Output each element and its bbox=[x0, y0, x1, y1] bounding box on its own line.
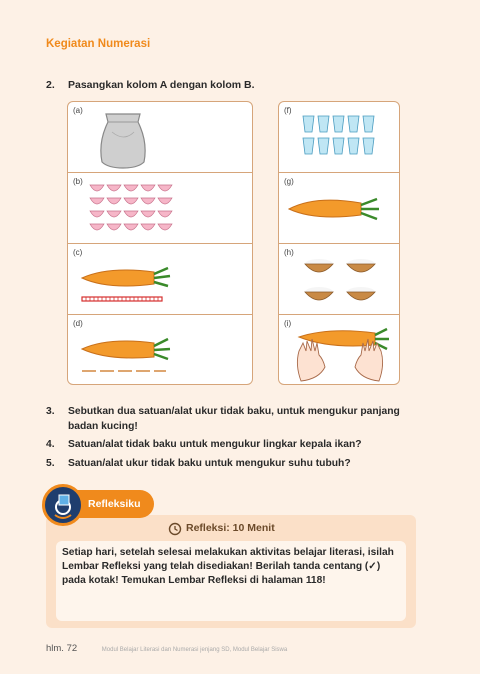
glass-icon bbox=[303, 138, 314, 154]
questions-list bbox=[46, 405, 426, 475]
rice-bowls-icon bbox=[279, 244, 400, 315]
sack-icon bbox=[68, 102, 253, 173]
bowl-icon bbox=[141, 185, 155, 191]
module-title: Modul Belajar Literasi dan Numerasi jenjang SD, Modul Belajar Siswa bbox=[101, 647, 288, 653]
bowl-icon bbox=[158, 198, 172, 204]
cell-h[interactable] bbox=[279, 244, 399, 315]
bowl-icon bbox=[124, 185, 138, 191]
question-text: Sebutkan dua satuan/alat ukur tidak baku, untuk mengukur panjang badan kucing! bbox=[68, 406, 400, 432]
question-text: Satuan/alat ukur tidak baku untuk mengukur suhu tubuh? bbox=[68, 457, 351, 469]
carrot-dashes-icon bbox=[68, 315, 253, 385]
cell-label: (a) bbox=[73, 106, 83, 115]
reflection-body: Setiap hari, setelah selesai melakukan aktivitas belajar literasi, isilah Lembar Refleksi yang telah disediakan! Berilah tanda centang (✓) pada kotak! Temukan Lembar Refleksi di halaman 118! bbox=[56, 541, 406, 621]
cell-label: (i) bbox=[284, 319, 292, 328]
bowl-icon bbox=[90, 185, 104, 191]
bowl-icon bbox=[158, 185, 172, 191]
question-5 bbox=[46, 457, 426, 472]
glass-icon bbox=[318, 138, 329, 154]
reflection-heading bbox=[168, 522, 275, 534]
banner-label: Refleksiku bbox=[88, 498, 141, 510]
bowl-icon bbox=[141, 224, 155, 230]
bowl-icon bbox=[90, 211, 104, 217]
cell-i[interactable] bbox=[279, 315, 399, 385]
question-text: Pasangkan kolom A dengan kolom B. bbox=[68, 79, 255, 91]
cell-label: (c) bbox=[73, 248, 83, 257]
bowl-icon bbox=[107, 198, 121, 204]
carrot-icon bbox=[279, 173, 400, 244]
glass-icon bbox=[333, 116, 344, 132]
cell-g[interactable] bbox=[279, 173, 399, 244]
question-number: 2. bbox=[46, 79, 55, 91]
question-3 bbox=[46, 405, 426, 434]
cell-label: (h) bbox=[284, 248, 294, 257]
cell-a[interactable] bbox=[68, 102, 252, 173]
column-b bbox=[278, 101, 400, 385]
reflection-icon bbox=[42, 484, 84, 526]
footer bbox=[46, 643, 287, 654]
question-4 bbox=[46, 438, 426, 453]
question-number: 4. bbox=[46, 439, 55, 450]
glass-icon bbox=[333, 138, 344, 154]
carrot-hands-icon bbox=[279, 315, 400, 385]
clock-icon bbox=[168, 522, 182, 536]
bowl-icon bbox=[124, 224, 138, 230]
column-a bbox=[67, 101, 253, 385]
question-number: 5. bbox=[46, 457, 55, 469]
bowl-icon bbox=[141, 211, 155, 217]
cell-label: (g) bbox=[284, 177, 294, 186]
question-2 bbox=[46, 79, 255, 91]
glass-icon bbox=[348, 138, 359, 154]
glass-icon bbox=[303, 116, 314, 132]
bowl-icon bbox=[90, 198, 104, 204]
page-number: hlm. 72 bbox=[46, 643, 78, 654]
bowl-icon bbox=[158, 224, 172, 230]
glass-icon bbox=[363, 138, 374, 154]
glass-icon bbox=[363, 116, 374, 132]
question-text: Satuan/alat tidak baku untuk mengukur lingkar kepala ikan? bbox=[68, 439, 362, 450]
cell-c[interactable] bbox=[68, 244, 252, 315]
glass-icon bbox=[348, 116, 359, 132]
bowl-icon bbox=[107, 211, 121, 217]
bowl-icon bbox=[124, 211, 138, 217]
carrot-ruler-icon bbox=[68, 244, 253, 315]
bowl-icon bbox=[158, 211, 172, 217]
bowl-icon bbox=[141, 198, 155, 204]
bowl-icon bbox=[107, 185, 121, 191]
cell-d[interactable] bbox=[68, 315, 252, 385]
cell-label: (f) bbox=[284, 106, 292, 115]
section-title: Kegiatan Numerasi bbox=[46, 38, 151, 50]
bowl-icon bbox=[124, 198, 138, 204]
question-number: 3. bbox=[46, 406, 55, 417]
bowl-icon bbox=[107, 224, 121, 230]
cell-b[interactable] bbox=[68, 173, 252, 244]
reflection-heading-text: Refleksi: 10 Menit bbox=[186, 522, 275, 534]
bowls-icon bbox=[68, 173, 253, 244]
cell-label: (b) bbox=[73, 177, 83, 186]
bowl-icon bbox=[90, 224, 104, 230]
glasses-icon bbox=[279, 102, 400, 173]
cell-label: (d) bbox=[73, 319, 83, 328]
cell-f[interactable] bbox=[279, 102, 399, 173]
glass-icon bbox=[318, 116, 329, 132]
